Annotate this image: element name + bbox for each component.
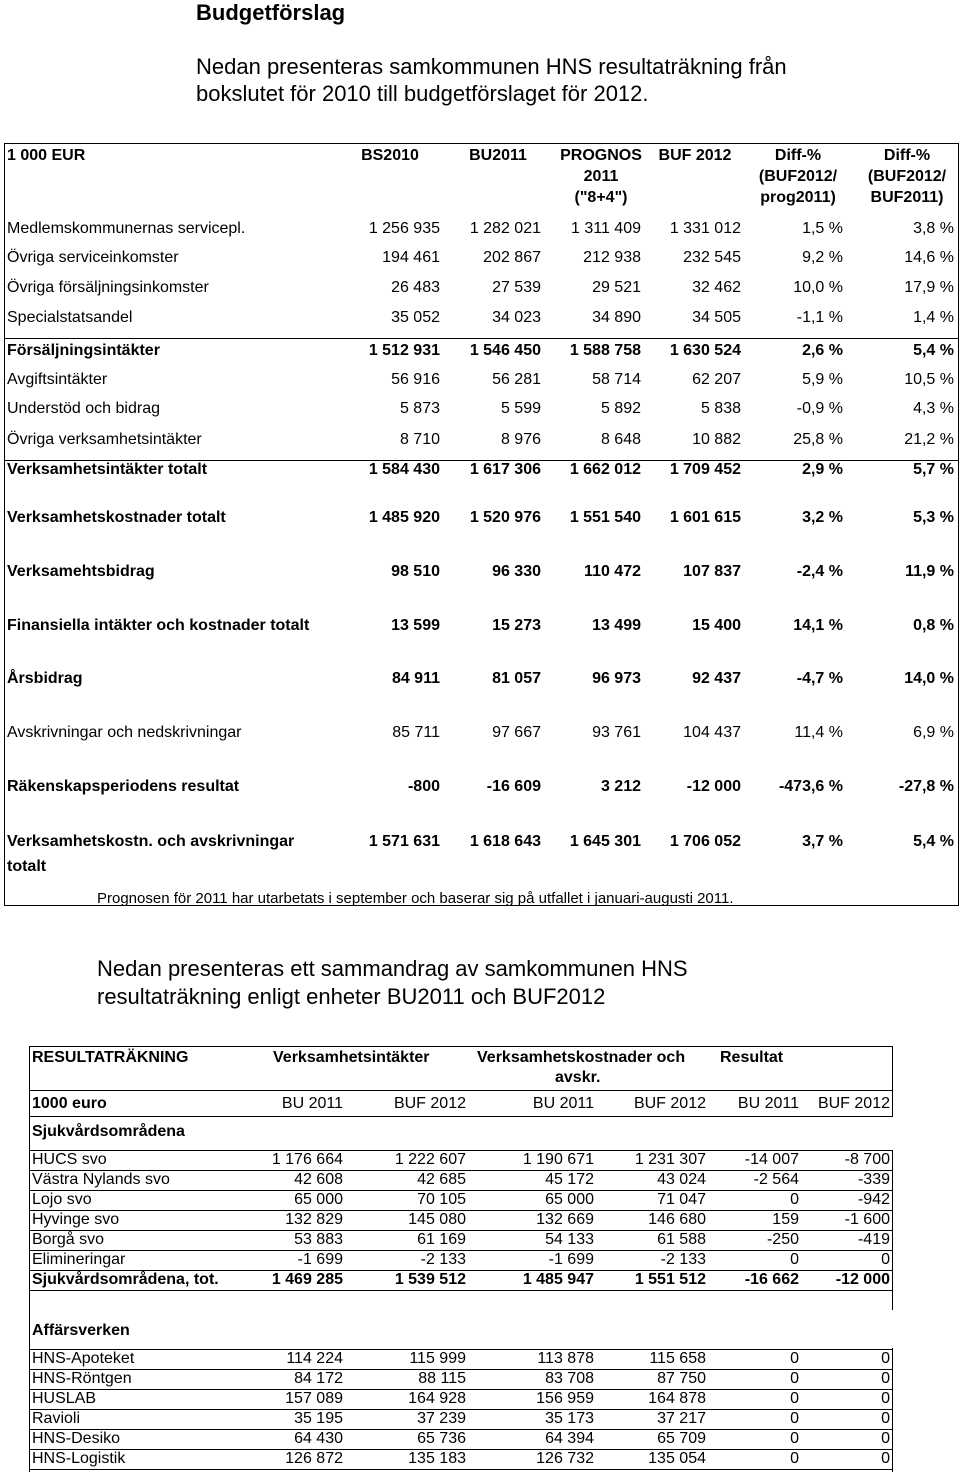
- cell-value: 11,9 %: [905, 563, 954, 580]
- cell-value: 1 520 976: [469, 509, 541, 526]
- cell-value: 5,4 %: [913, 342, 954, 359]
- cell-value: 1 709 452: [669, 461, 741, 478]
- table2-rule: [29, 1409, 893, 1410]
- cell-value: -473,6 %: [778, 778, 843, 795]
- cell-value: 26 483: [391, 279, 440, 296]
- cell-value: 104 437: [683, 724, 741, 741]
- table1-row: [4, 563, 959, 593]
- cell-value: -1 699: [297, 1251, 343, 1268]
- cell-value: 53 883: [294, 1231, 343, 1248]
- row-label: HUCS svo: [32, 1151, 107, 1168]
- cell-value: 5,3 %: [913, 509, 954, 526]
- row-label: Verksamhetskostn. och avskrivningar: [7, 833, 295, 850]
- cell-value: 1 551 540: [569, 509, 641, 526]
- table2-row: [29, 1190, 893, 1210]
- table2-rule: [29, 1290, 893, 1291]
- row-label: Övriga verksamhetsintäkter: [7, 431, 202, 448]
- header-line: Diff-%: [883, 147, 931, 164]
- cell-value: 1,4 %: [913, 309, 954, 326]
- header-line: BUF 2012: [658, 147, 732, 164]
- table2-rule: [29, 1270, 893, 1271]
- table1-col-header: [738, 145, 858, 208]
- table2-rule: [29, 1090, 893, 1091]
- header-line: (BUF2012/: [867, 168, 947, 185]
- table1-row: [4, 431, 959, 461]
- row-label: Övriga försäljningsinkomster: [7, 279, 209, 296]
- table2-rule: [29, 1230, 893, 1231]
- cell-value: -1,1 %: [796, 309, 843, 326]
- row-label: Räkenskapsperiodens resultat: [7, 778, 240, 795]
- header-line: PROGNOS: [560, 147, 642, 164]
- table2-subheader: BUF 2012: [633, 1095, 706, 1112]
- table2-rule: [29, 1469, 893, 1470]
- table2-title: RESULTATRÄKNING: [32, 1049, 189, 1066]
- table2-subheader: BUF 2012: [817, 1095, 890, 1112]
- cell-value: 8 710: [399, 431, 440, 448]
- cell-value: 35 052: [391, 309, 440, 326]
- cell-value: 2,6 %: [802, 342, 843, 359]
- cell-value: -2 133: [420, 1251, 466, 1268]
- cell-value: 126 732: [536, 1450, 594, 1467]
- cell-value: 70 105: [417, 1191, 466, 1208]
- cell-value: 114 224: [286, 1350, 343, 1367]
- cell-value: 1 706 052: [669, 833, 741, 850]
- cell-value: 4,3 %: [913, 400, 954, 417]
- table2-rule: [29, 1046, 893, 1047]
- cell-value: 156 959: [536, 1390, 594, 1407]
- cell-value: 8 648: [600, 431, 641, 448]
- cell-value: 58 714: [592, 371, 641, 388]
- row-label: Försäljningsintäkter: [7, 342, 160, 359]
- cell-value: 11,4 %: [794, 724, 843, 741]
- cell-value: 64 394: [545, 1430, 594, 1447]
- row-label: HNS-Röntgen: [32, 1370, 132, 1387]
- table1-col-header: [330, 145, 450, 166]
- row-label: Övriga serviceinkomster: [7, 249, 179, 266]
- cell-value: 96 330: [492, 563, 541, 580]
- cell-value: 0: [790, 1450, 799, 1467]
- cell-value: 145 080: [408, 1211, 466, 1228]
- cell-value: 56 916: [391, 371, 440, 388]
- row-label: Avgiftsintäkter: [7, 371, 108, 388]
- cell-value: -4,7 %: [796, 670, 843, 687]
- row-label: Avskrivningar och nedskrivningar: [7, 724, 242, 741]
- cell-value: 0: [790, 1390, 799, 1407]
- table2-row: [29, 1449, 893, 1469]
- cell-value: 0: [790, 1350, 799, 1367]
- header-line: (BUF2012/: [758, 168, 838, 185]
- table1-row: [4, 778, 959, 808]
- cell-value: 115 999: [409, 1350, 466, 1367]
- cell-value: -800: [407, 778, 440, 795]
- row-label: HNS-Desiko: [32, 1430, 121, 1447]
- cell-value: 1 588 758: [569, 342, 641, 359]
- group-header-costs: Verksamhetskostnader och: [477, 1049, 686, 1066]
- cell-value: 88 115: [418, 1370, 466, 1387]
- cell-value: 87 750: [657, 1370, 706, 1387]
- cell-value: 5 892: [600, 400, 641, 417]
- row-label-cont: totalt: [7, 858, 47, 875]
- cell-value: 96 973: [592, 670, 641, 687]
- cell-value: 29 521: [592, 279, 641, 296]
- table1-row: [4, 309, 959, 339]
- table1-row: [4, 249, 959, 279]
- cell-value: 84 911: [391, 670, 440, 687]
- cell-value: 5 838: [700, 400, 741, 417]
- forecast-note: Prognosen för 2011 har utarbetats i september och baserar sig på utfallet i januari-augusti 2011.: [97, 890, 734, 907]
- cell-value: -8 700: [844, 1151, 890, 1168]
- table1-row: [4, 220, 959, 250]
- table2-rule: [29, 1429, 893, 1430]
- cell-value: 115 658: [649, 1350, 706, 1367]
- cell-value: 1 311 409: [571, 220, 641, 237]
- cell-value: 1 485 920: [368, 509, 440, 526]
- row-label: Årsbidrag: [7, 670, 83, 687]
- summary-intro-line: resultaträkning enligt enheter BU2011 och BUF2012: [97, 984, 606, 1009]
- cell-value: 1 551 512: [634, 1271, 706, 1288]
- cell-value: 1 617 306: [469, 461, 541, 478]
- row-label: Hyvinge svo: [32, 1211, 120, 1228]
- row-label: Understöd och bidrag: [7, 400, 160, 417]
- cell-value: 81 057: [492, 670, 541, 687]
- table1-row: [4, 461, 959, 491]
- intro-line: bokslutet för 2010 till budgetförslaget för 2012.: [196, 81, 649, 106]
- cell-value: -1 699: [548, 1251, 594, 1268]
- table2-unit: 1000 euro: [32, 1095, 107, 1112]
- cell-value: 1 571 631: [368, 833, 440, 850]
- cell-value: 1 584 430: [368, 461, 440, 478]
- group-header-costs-cont: avskr.: [555, 1069, 601, 1086]
- cell-value: 3,7 %: [802, 833, 843, 850]
- cell-value: 5 873: [399, 400, 440, 417]
- cell-value: 27 539: [492, 279, 541, 296]
- page-title: Budgetförslag: [196, 0, 346, 25]
- cell-value: 13 599: [391, 617, 440, 634]
- cell-value: 1 601 615: [669, 509, 741, 526]
- table1-row: [4, 400, 959, 430]
- row-label: Elimineringar: [32, 1251, 126, 1268]
- cell-value: -16 662: [744, 1271, 799, 1288]
- cell-value: 32 462: [692, 279, 741, 296]
- cell-value: 0: [881, 1251, 890, 1268]
- cell-value: 107 837: [683, 563, 741, 580]
- cell-value: 56 281: [492, 371, 541, 388]
- table1-col-header: [635, 145, 755, 166]
- cell-value: 17,9 %: [904, 279, 954, 296]
- cell-value: 0: [881, 1370, 890, 1387]
- cell-value: -1 600: [844, 1211, 890, 1228]
- cell-value: 92 437: [692, 670, 741, 687]
- cell-value: 98 510: [391, 563, 440, 580]
- cell-value: 34 505: [692, 309, 741, 326]
- intro-line: Nedan presenteras samkommunen HNS resultaträkning från: [196, 54, 787, 79]
- summary-intro: [97, 955, 688, 1011]
- table2-subheader: BU 2011: [532, 1095, 594, 1112]
- cell-value: 14,6 %: [904, 249, 954, 266]
- table2-subheader: BU 2011: [281, 1095, 343, 1112]
- table1-row: [4, 617, 959, 647]
- header-line: Diff-%: [774, 147, 822, 164]
- table1-row: [4, 833, 959, 875]
- table1-col-header: [438, 145, 558, 166]
- cell-value: 1 630 524: [669, 342, 741, 359]
- row-label: HUSLAB: [32, 1390, 97, 1407]
- cell-value: -339: [857, 1171, 890, 1188]
- table2-row: [29, 1349, 893, 1369]
- table1-unit-header: 1 000 EUR: [7, 147, 86, 164]
- cell-value: 0: [790, 1430, 799, 1447]
- cell-value: 0: [790, 1251, 799, 1268]
- cell-value: 1 176 664: [271, 1151, 343, 1168]
- table1-col-header: [847, 145, 960, 208]
- table2-rule: [29, 1349, 893, 1350]
- cell-value: 64 430: [294, 1430, 343, 1447]
- cell-value: 132 829: [285, 1211, 343, 1228]
- table2-row: [29, 1409, 893, 1429]
- header-line: ("8+4"): [574, 189, 628, 206]
- cell-value: -2,4 %: [796, 563, 843, 580]
- cell-value: 1 546 450: [469, 342, 541, 359]
- cell-value: 0,8 %: [913, 617, 954, 634]
- cell-value: -16 609: [486, 778, 541, 795]
- cell-value: 0: [881, 1450, 890, 1467]
- cell-value: 35 195: [294, 1410, 343, 1427]
- row-label: HNS-Apoteket: [32, 1350, 135, 1367]
- cell-value: 14,0 %: [904, 670, 954, 687]
- cell-value: 159: [772, 1211, 799, 1228]
- cell-value: 83 708: [545, 1370, 594, 1387]
- cell-value: 1 539 512: [394, 1271, 466, 1288]
- cell-value: 6,9 %: [913, 724, 954, 741]
- table1-row: [4, 670, 959, 700]
- table2-row: [29, 1210, 893, 1230]
- table2-rule: [29, 1449, 893, 1450]
- cell-value: 232 545: [683, 249, 741, 266]
- cell-value: 43 024: [657, 1171, 706, 1188]
- cell-value: 54 133: [545, 1231, 594, 1248]
- cell-value: 1,5 %: [802, 220, 843, 237]
- cell-value: 21,2 %: [904, 431, 954, 448]
- summary-intro-line: Nedan presenteras ett sammandrag av samkommunen HNS: [97, 956, 688, 981]
- cell-value: 113 878: [537, 1350, 594, 1367]
- cell-value: 1 231 307: [634, 1151, 706, 1168]
- table2-row: [29, 1150, 893, 1170]
- cell-value: 5,9 %: [802, 371, 843, 388]
- cell-value: 1 256 935: [368, 220, 440, 237]
- table2-subheader: BU 2011: [737, 1095, 799, 1112]
- cell-value: 61 588: [657, 1231, 706, 1248]
- table2-row: [29, 1230, 893, 1250]
- cell-value: 34 023: [492, 309, 541, 326]
- cell-value: 1 190 671: [522, 1151, 594, 1168]
- cell-value: 65 709: [657, 1430, 706, 1447]
- row-label: Verksamhetskostnader totalt: [7, 509, 226, 526]
- cell-value: 0: [881, 1410, 890, 1427]
- header-line: BUF2011): [870, 189, 944, 206]
- cell-value: 212 938: [583, 249, 641, 266]
- row-label: Ravioli: [32, 1410, 81, 1427]
- cell-value: 3 212: [600, 778, 641, 795]
- table2-rule: [29, 1190, 893, 1191]
- cell-value: 0: [881, 1430, 890, 1447]
- cell-value: 5 599: [500, 400, 541, 417]
- cell-value: 37 217: [657, 1410, 706, 1427]
- cell-value: 3,2 %: [802, 509, 843, 526]
- table2-rule: [29, 1250, 893, 1251]
- cell-value: 8 976: [500, 431, 541, 448]
- cell-value: 1 662 012: [569, 461, 641, 478]
- cell-value: -27,8 %: [898, 778, 954, 795]
- cell-value: 10,5 %: [904, 371, 954, 388]
- header-line: prog2011): [760, 189, 836, 206]
- unit-summary-table: [29, 1046, 893, 1472]
- cell-value: 14,1 %: [793, 617, 843, 634]
- table1-row: [4, 279, 959, 309]
- cell-value: 61 169: [417, 1231, 466, 1248]
- row-label: Lojo svo: [32, 1191, 92, 1208]
- cell-value: 37 239: [417, 1410, 466, 1427]
- row-label: Finansiella intäkter och kostnader totalt: [7, 617, 310, 634]
- cell-value: 0: [790, 1191, 799, 1208]
- cell-value: -419: [857, 1231, 890, 1248]
- table2-row: [29, 1429, 893, 1449]
- cell-value: -2 564: [753, 1171, 799, 1188]
- table2-rule: [29, 1150, 893, 1151]
- row-label: Borgå svo: [32, 1231, 105, 1248]
- cell-value: 5,4 %: [913, 833, 954, 850]
- cell-value: -14 007: [744, 1151, 799, 1168]
- cell-value: 45 172: [545, 1171, 594, 1188]
- cell-value: 194 461: [382, 249, 440, 266]
- cell-value: 62 207: [692, 371, 741, 388]
- header-line: BU2011: [469, 147, 527, 164]
- row-label: Specialstatsandel: [7, 309, 133, 326]
- table1-row: [4, 724, 959, 754]
- table1-row: [4, 509, 959, 539]
- cell-value: 0: [790, 1410, 799, 1427]
- cell-value: 1 618 643: [469, 833, 541, 850]
- cell-value: -12 000: [686, 778, 741, 795]
- cell-value: 1 331 012: [669, 220, 741, 237]
- cell-value: 35 173: [545, 1410, 594, 1427]
- cell-value: 25,8 %: [793, 431, 843, 448]
- cell-value: 93 761: [592, 724, 641, 741]
- cell-value: 2,9 %: [802, 461, 843, 478]
- cell-value: 1 645 301: [569, 833, 641, 850]
- table2-rule: [892, 1046, 893, 1090]
- table2-rule: [29, 1369, 893, 1370]
- cell-value: 132 669: [536, 1211, 594, 1228]
- cell-value: 10,0 %: [793, 279, 843, 296]
- cell-value: 97 667: [492, 724, 541, 741]
- table2-row: [29, 1369, 893, 1389]
- cell-value: 1 222 607: [394, 1151, 466, 1168]
- table2-rule: [29, 1210, 893, 1211]
- cell-value: 0: [881, 1350, 890, 1367]
- cell-value: 71 047: [657, 1191, 706, 1208]
- cell-value: 42 608: [294, 1171, 343, 1188]
- row-label: Sjukvårdsområdena, tot.: [32, 1271, 219, 1288]
- cell-value: 15 400: [692, 617, 741, 634]
- cell-value: 1 512 931: [368, 342, 440, 359]
- cell-value: 13 499: [592, 617, 641, 634]
- table1-rule: [4, 338, 959, 339]
- cell-value: 135 054: [648, 1450, 706, 1467]
- table2-rule: [29, 1116, 893, 1117]
- table1-row: [4, 371, 959, 401]
- cell-value: 3,8 %: [913, 220, 954, 237]
- cell-value: 65 736: [417, 1430, 466, 1447]
- row-label: Verksamehtsbidrag: [7, 563, 155, 580]
- cell-value: 157 089: [285, 1390, 343, 1407]
- group-header-income: Verksamhetsintäkter: [273, 1049, 430, 1066]
- intro-text: [196, 53, 896, 107]
- cell-value: 1 282 021: [469, 220, 541, 237]
- table2-subheader: BUF 2012: [393, 1095, 466, 1112]
- cell-value: -0,9 %: [796, 400, 843, 417]
- row-label: HNS-Logistik: [32, 1450, 126, 1467]
- cell-value: 15 273: [492, 617, 541, 634]
- row-label: Verksamhetsintäkter totalt: [7, 461, 208, 478]
- cell-value: 146 680: [648, 1211, 706, 1228]
- row-label: Medlemskommunernas servicepl.: [7, 220, 246, 237]
- cell-value: -250: [766, 1231, 799, 1248]
- cell-value: 0: [881, 1390, 890, 1407]
- cell-value: 65 000: [294, 1191, 343, 1208]
- cell-value: 85 711: [392, 724, 440, 741]
- cell-value: 1 469 285: [271, 1271, 343, 1288]
- cell-value: 10 882: [692, 431, 741, 448]
- header-line: 2011: [583, 168, 619, 185]
- row-label: Västra Nylands svo: [32, 1171, 170, 1188]
- section-enterprises: Affärsverken: [32, 1322, 130, 1339]
- group-header-result: Resultat: [720, 1049, 784, 1066]
- cell-value: 42 685: [417, 1171, 466, 1188]
- table2-rule: [892, 1090, 893, 1116]
- table1-row: [4, 342, 959, 372]
- cell-value: 9,2 %: [802, 249, 843, 266]
- cell-value: 126 872: [285, 1450, 343, 1467]
- table2-row: [29, 1170, 893, 1190]
- cell-value: 164 928: [408, 1390, 466, 1407]
- cell-value: 1 485 947: [522, 1271, 594, 1288]
- table2-row: [29, 1270, 893, 1290]
- cell-value: -942: [857, 1191, 890, 1208]
- cell-value: 202 867: [483, 249, 541, 266]
- table1-rule: [4, 460, 959, 461]
- cell-value: 65 000: [545, 1191, 594, 1208]
- cell-value: 135 183: [408, 1450, 466, 1467]
- header-line: BS2010: [361, 147, 419, 164]
- cell-value: 164 878: [648, 1390, 706, 1407]
- cell-value: 5,7 %: [913, 461, 954, 478]
- cell-value: 34 890: [592, 309, 641, 326]
- table2-rule: [29, 1170, 893, 1171]
- section-hospital-districts: Sjukvårdsområdena: [32, 1123, 185, 1140]
- table2-row: [29, 1389, 893, 1409]
- table2-row: [29, 1250, 893, 1270]
- cell-value: 84 172: [294, 1370, 343, 1387]
- cell-value: 0: [790, 1370, 799, 1387]
- cell-value: -12 000: [835, 1271, 890, 1288]
- cell-value: 110 472: [584, 563, 641, 580]
- cell-value: -2 133: [660, 1251, 706, 1268]
- table2-rule: [29, 1389, 893, 1390]
